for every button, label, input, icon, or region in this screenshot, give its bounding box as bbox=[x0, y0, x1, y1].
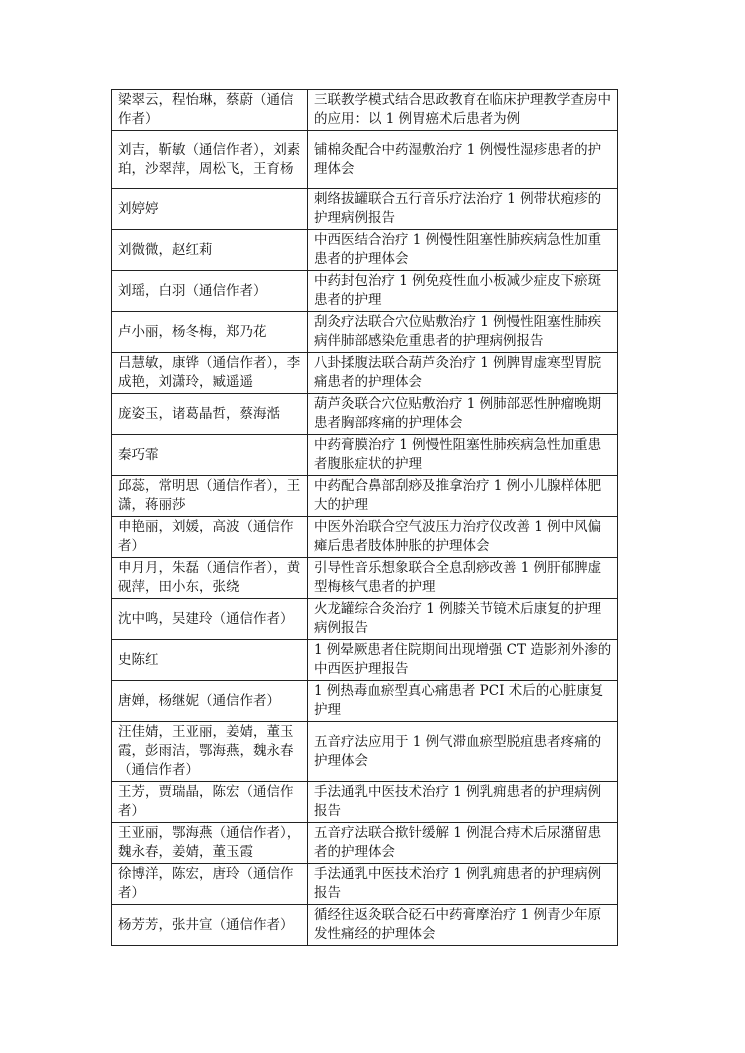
author-cell: 王芳，贾瑞晶，陈宏（通信作者） bbox=[112, 782, 308, 823]
table-row bbox=[112, 905, 618, 946]
title-cell: 引导性音乐想象联合全息刮痧改善 1 例肝郁脾虚型梅核气患者的护理 bbox=[308, 558, 618, 599]
table-row bbox=[112, 681, 618, 722]
author-cell: 庞姿玉，诸葛晶哲，蔡海湉 bbox=[112, 394, 308, 435]
author-cell: 申月月，朱磊（通信作者），黄砚萍，田小东，张绕 bbox=[112, 558, 308, 599]
author-cell: 刘婷婷 bbox=[112, 189, 308, 230]
author-cell: 徐博洋，陈宏，唐玲（通信作者） bbox=[112, 864, 308, 905]
table-row bbox=[112, 476, 618, 517]
table-row bbox=[112, 189, 618, 230]
author-cell: 沈中鸣，吴建玲（通信作者） bbox=[112, 599, 308, 640]
author-cell: 卢小丽，杨冬梅，郑乃花 bbox=[112, 312, 308, 353]
table-row bbox=[112, 271, 618, 312]
title-cell: 手法通乳中医技术治疗 1 例乳痈患者的护理病例报告 bbox=[308, 864, 618, 905]
table-row bbox=[112, 230, 618, 271]
author-cell: 吕慧敏，康铧（通信作者），李成艳，刘潇玲，臧遥遥 bbox=[112, 353, 308, 394]
author-cell: 梁翠云，程怡琳，蔡蔚（通信作者） bbox=[112, 90, 308, 131]
case-report-table bbox=[111, 89, 618, 946]
title-cell: 中西医结合治疗 1 例慢性阻塞性肺疾病急性加重患者的护理体会 bbox=[308, 230, 618, 271]
author-cell: 史陈红 bbox=[112, 640, 308, 681]
title-cell: 1 例晕厥患者住院期间出现增强 CT 造影剂外渗的中西医护理报告 bbox=[308, 640, 618, 681]
author-cell: 申艳丽，刘媛，高波（通信作者） bbox=[112, 517, 308, 558]
table-row bbox=[112, 864, 618, 905]
title-cell: 中药膏膜治疗 1 例慢性阻塞性肺疾病急性加重患者腹胀症状的护理 bbox=[308, 435, 618, 476]
title-cell: 中药封包治疗 1 例免疫性血小板减少症皮下瘀斑患者的护理 bbox=[308, 271, 618, 312]
title-cell: 五音疗法应用于 1 例气滞血瘀型脱疽患者疼痛的护理体会 bbox=[308, 722, 618, 782]
title-cell: 中医外治联合空气波压力治疗仪改善 1 例中风偏瘫后患者肢体肿胀的护理体会 bbox=[308, 517, 618, 558]
title-cell: 1 例热毒血瘀型真心痛患者 PCI 术后的心脏康复护理 bbox=[308, 681, 618, 722]
author-cell: 刘瑶，白羽（通信作者） bbox=[112, 271, 308, 312]
table-row bbox=[112, 394, 618, 435]
author-cell: 唐婵，杨继妮（通信作者） bbox=[112, 681, 308, 722]
table-row bbox=[112, 823, 618, 864]
table-row bbox=[112, 782, 618, 823]
author-cell: 杨芳芳，张井宣（通信作者） bbox=[112, 905, 308, 946]
table-row bbox=[112, 599, 618, 640]
author-cell: 刘吉，靳敏（通信作者），刘素珀，沙翠萍，周松飞，王育杨 bbox=[112, 131, 308, 189]
title-cell: 手法通乳中医技术治疗 1 例乳痈患者的护理病例报告 bbox=[308, 782, 618, 823]
title-cell: 铺棉灸配合中药湿敷治疗 1 例慢性湿疹患者的护理体会 bbox=[308, 131, 618, 189]
table-row bbox=[112, 640, 618, 681]
author-cell: 刘微微，赵红莉 bbox=[112, 230, 308, 271]
table-row bbox=[112, 353, 618, 394]
table-row bbox=[112, 517, 618, 558]
title-cell: 中药配合鼻部刮痧及推拿治疗 1 例小儿腺样体肥大的护理 bbox=[308, 476, 618, 517]
author-cell: 秦巧霏 bbox=[112, 435, 308, 476]
title-cell: 刺络拔罐联合五行音乐疗法治疗 1 例带状疱疹的护理病例报告 bbox=[308, 189, 618, 230]
title-cell: 三联教学模式结合思政教育在临床护理教学查房中的应用：以 1 例胃癌术后患者为例 bbox=[308, 90, 618, 131]
table-row bbox=[112, 435, 618, 476]
title-cell: 循经往返灸联合砭石中药膏摩治疗 1 例青少年原发性痛经的护理体会 bbox=[308, 905, 618, 946]
author-cell: 汪佳婧，王亚丽，姜婧，董玉霞，彭雨洁，鄂海燕，魏永春（通信作者） bbox=[112, 722, 308, 782]
table-row bbox=[112, 131, 618, 189]
title-cell: 葫芦灸联合穴位贴敷治疗 1 例肺部恶性肿瘤晚期患者胸部疼痛的护理体会 bbox=[308, 394, 618, 435]
title-cell: 刮灸疗法联合穴位贴敷治疗 1 例慢性阻塞性肺疾病伴肺部感染危重患者的护理病例报告 bbox=[308, 312, 618, 353]
title-cell: 八卦揉腹法联合葫芦灸治疗 1 例脾胃虚寒型胃脘痛患者的护理体会 bbox=[308, 353, 618, 394]
table-row bbox=[112, 722, 618, 782]
title-cell: 火龙罐综合灸治疗 1 例膝关节镜术后康复的护理病例报告 bbox=[308, 599, 618, 640]
table-row bbox=[112, 312, 618, 353]
table-row bbox=[112, 558, 618, 599]
author-cell: 邱蕊，常明思（通信作者），王潇，蒋丽莎 bbox=[112, 476, 308, 517]
table-body bbox=[112, 90, 618, 946]
title-cell: 五音疗法联合揿针缓解 1 例混合痔术后尿潴留患者的护理体会 bbox=[308, 823, 618, 864]
author-cell: 王亚丽，鄂海燕（通信作者），魏永春，姜婧，董玉霞 bbox=[112, 823, 308, 864]
table-row bbox=[112, 90, 618, 131]
